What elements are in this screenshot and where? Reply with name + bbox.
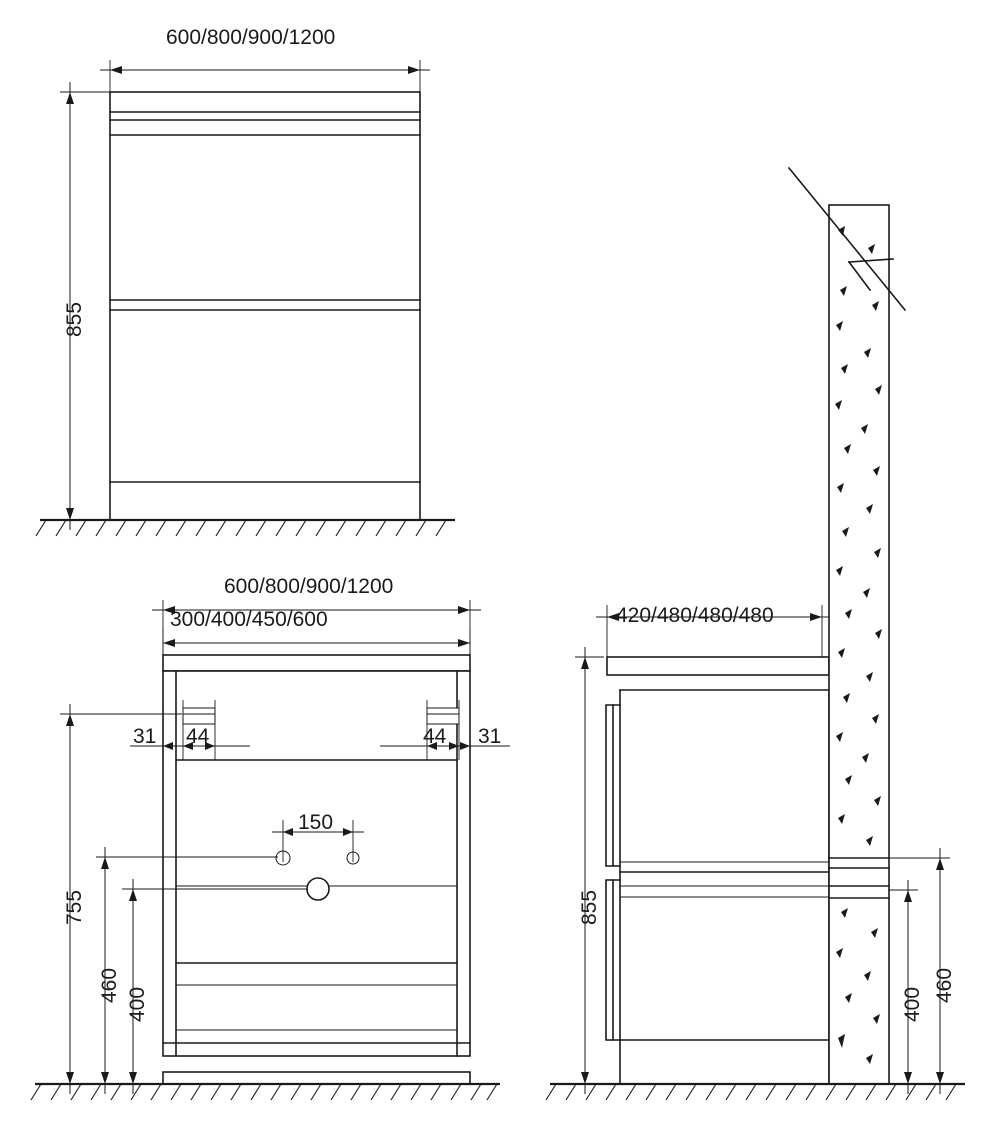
dim-label-top-width: 600/800/900/1200 (166, 26, 336, 49)
cabinet-front-outline (110, 92, 420, 520)
ground-line-top (36, 520, 455, 536)
dim-label-bottom-height-400: 400 (126, 986, 149, 1022)
dim-bottom-width-inner (163, 628, 470, 655)
dim-label-bottom-width-outer: 600/800/900/1200 (224, 575, 394, 598)
dim-side-heights (575, 647, 950, 1094)
ground-line-bottom-right (546, 1084, 965, 1100)
cabinet-front-bottom-outline (163, 655, 470, 1084)
dim-label-right-offset-31: 31 (478, 725, 502, 748)
dim-label-top-height: 855 (63, 301, 86, 337)
dim-label-bottom-height-755: 755 (63, 889, 86, 925)
dim-label-side-height-400: 400 (901, 986, 924, 1022)
view-front-bottom (31, 600, 510, 1100)
ground-line-bottom-left (31, 1084, 500, 1100)
dim-top-width (100, 60, 430, 95)
dim-label-side-height-460: 460 (933, 967, 956, 1003)
dim-label-right-inner-44: 44 (423, 725, 447, 748)
dim-label-bottom-width-inner: 300/400/450/600 (170, 608, 328, 631)
view-side-section (546, 168, 965, 1100)
dim-label-left-inner-44: 44 (186, 725, 210, 748)
dim-label-side-depth: 420/480/480/480 (616, 604, 774, 627)
dim-label-side-height-855: 855 (578, 889, 601, 925)
wall-section (789, 168, 905, 1084)
dim-label-tap-spacing: 150 (298, 811, 334, 834)
side-cabinet-outline (606, 657, 829, 1084)
dim-label-left-offset-31: 31 (133, 725, 157, 748)
dim-label-bottom-height-460: 460 (98, 967, 121, 1003)
view-front-top (36, 60, 455, 536)
